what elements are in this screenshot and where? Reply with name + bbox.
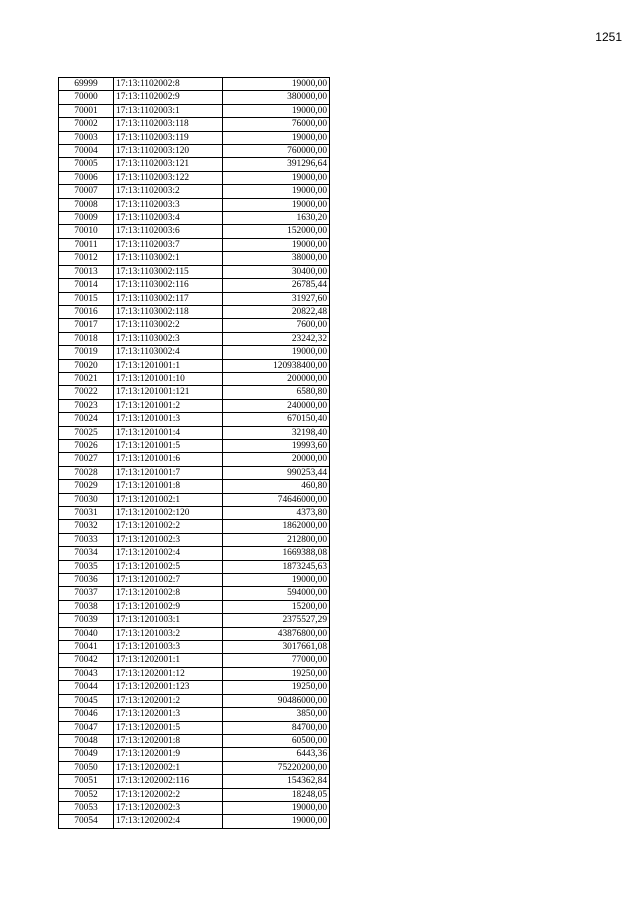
- cadastral-number-cell: 17:13:1102003:7: [114, 238, 223, 251]
- row-number-cell: 70023: [59, 399, 114, 412]
- table-row: [59, 426, 330, 439]
- cadastral-value-cell: 19000,00: [223, 801, 330, 814]
- table-row: [59, 708, 330, 721]
- cadastral-number-cell: 17:13:1202001:3: [114, 708, 223, 721]
- row-number-cell: 70013: [59, 265, 114, 278]
- row-number-cell: 70047: [59, 721, 114, 734]
- cadastral-value-cell: 3850,00: [223, 708, 330, 721]
- row-number-cell: 70008: [59, 198, 114, 211]
- cadastral-number-cell: 17:13:1202002:2: [114, 788, 223, 801]
- cadastral-number-cell: 17:13:1201002:7: [114, 574, 223, 587]
- row-number-cell: 70012: [59, 252, 114, 265]
- cadastral-number-cell: 17:13:1201001:6: [114, 453, 223, 466]
- cadastral-number-cell: 17:13:1102003:3: [114, 198, 223, 211]
- cadastral-number-cell: 17:13:1201003:2: [114, 627, 223, 640]
- cadastral-number-cell: 17:13:1201001:10: [114, 372, 223, 385]
- table-row: [59, 171, 330, 184]
- table-row: [59, 212, 330, 225]
- table-row: [59, 198, 330, 211]
- table-row: [59, 131, 330, 144]
- cadastral-value-cell: 20000,00: [223, 453, 330, 466]
- table-row: [59, 641, 330, 654]
- table-row: [59, 574, 330, 587]
- table-row: [59, 158, 330, 171]
- cadastral-number-cell: 17:13:1201002:9: [114, 600, 223, 613]
- row-number-cell: 70005: [59, 158, 114, 171]
- cadastral-number-cell: 17:13:1102003:119: [114, 131, 223, 144]
- cadastral-number-cell: 17:13:1103002:115: [114, 265, 223, 278]
- cadastral-value-cell: 1873245,63: [223, 560, 330, 573]
- table-row: [59, 533, 330, 546]
- row-number-cell: 70045: [59, 694, 114, 707]
- cadastral-number-cell: 17:13:1103002:117: [114, 292, 223, 305]
- table-row: [59, 748, 330, 761]
- cadastral-number-cell: 17:13:1202002:4: [114, 815, 223, 828]
- cadastral-value-cell: 84700,00: [223, 721, 330, 734]
- cadastral-value-cell: 19000,00: [223, 185, 330, 198]
- cadastral-number-cell: 17:13:1102003:1: [114, 104, 223, 117]
- cadastral-value-cell: 594000,00: [223, 587, 330, 600]
- table-row: [59, 775, 330, 788]
- row-number-cell: 69999: [59, 78, 114, 91]
- row-number-cell: 70030: [59, 493, 114, 506]
- cadastral-value-cell: 77000,00: [223, 654, 330, 667]
- table-row: [59, 386, 330, 399]
- cadastral-number-cell: 17:13:1201002:120: [114, 507, 223, 520]
- row-number-cell: 70027: [59, 453, 114, 466]
- cadastral-value-cell: 212800,00: [223, 533, 330, 546]
- cadastral-number-cell: 17:13:1201001:7: [114, 466, 223, 479]
- row-number-cell: 70054: [59, 815, 114, 828]
- row-number-cell: 70001: [59, 104, 114, 117]
- cadastral-value-cell: 760000,00: [223, 145, 330, 158]
- cadastral-value-cell: 1669388,08: [223, 547, 330, 560]
- table-row: [59, 319, 330, 332]
- cadastral-number-cell: 17:13:1102002:8: [114, 78, 223, 91]
- cadastral-number-cell: 17:13:1201002:8: [114, 587, 223, 600]
- cadastral-value-cell: 2375527,29: [223, 614, 330, 627]
- cadastral-value-cell: 240000,00: [223, 399, 330, 412]
- cadastral-number-cell: 17:13:1201001:2: [114, 399, 223, 412]
- cadastral-value-cell: 15200,00: [223, 600, 330, 613]
- table-row: [59, 520, 330, 533]
- cadastral-value-cell: 43876800,00: [223, 627, 330, 640]
- row-number-cell: 70034: [59, 547, 114, 560]
- row-number-cell: 70044: [59, 681, 114, 694]
- cadastral-value-cell: 18248,05: [223, 788, 330, 801]
- cadastral-number-cell: 17:13:1202001:9: [114, 748, 223, 761]
- cadastral-value-cell: 74646000,00: [223, 493, 330, 506]
- cadastral-value-cell: 6443,36: [223, 748, 330, 761]
- cadastral-value-cell: 200000,00: [223, 372, 330, 385]
- cadastral-value-cell: 460,80: [223, 480, 330, 493]
- row-number-cell: 70048: [59, 734, 114, 747]
- row-number-cell: 70037: [59, 587, 114, 600]
- cadastral-number-cell: 17:13:1201001:3: [114, 413, 223, 426]
- table-row: [59, 78, 330, 91]
- row-number-cell: 70029: [59, 480, 114, 493]
- cadastral-value-cell: 19000,00: [223, 346, 330, 359]
- cadastral-value-cell: 19000,00: [223, 78, 330, 91]
- table-row: [59, 346, 330, 359]
- row-number-cell: 70028: [59, 466, 114, 479]
- cadastral-number-cell: 17:13:1103002:116: [114, 279, 223, 292]
- cadastral-number-cell: 17:13:1202002:3: [114, 801, 223, 814]
- row-number-cell: 70036: [59, 574, 114, 587]
- cadastral-number-cell: 17:13:1201001:8: [114, 480, 223, 493]
- table-row: [59, 413, 330, 426]
- cadastral-value-cell: 154362,84: [223, 775, 330, 788]
- cadastral-number-cell: 17:13:1201002:3: [114, 533, 223, 546]
- cadastral-number-cell: 17:13:1103002:2: [114, 319, 223, 332]
- row-number-cell: 70038: [59, 600, 114, 613]
- row-number-cell: 70002: [59, 118, 114, 131]
- cadastral-value-cell: 31927,60: [223, 292, 330, 305]
- cadastral-number-cell: 17:13:1202001:8: [114, 734, 223, 747]
- table-row: [59, 681, 330, 694]
- table-row: [59, 372, 330, 385]
- table-row: [59, 507, 330, 520]
- row-number-cell: 70025: [59, 426, 114, 439]
- cadastral-value-cell: 30400,00: [223, 265, 330, 278]
- row-number-cell: 70026: [59, 439, 114, 452]
- row-number-cell: 70040: [59, 627, 114, 640]
- cadastral-value-cell: 19000,00: [223, 171, 330, 184]
- cadastral-value-cell: 380000,00: [223, 91, 330, 104]
- table-row: [59, 480, 330, 493]
- cadastral-value-cell: 1630,20: [223, 212, 330, 225]
- table-row: [59, 801, 330, 814]
- table-row: [59, 265, 330, 278]
- row-number-cell: 70042: [59, 654, 114, 667]
- cadastral-value-cell: 19000,00: [223, 574, 330, 587]
- cadastral-value-cell: 75220200,00: [223, 761, 330, 774]
- table-row: [59, 104, 330, 117]
- table-row: [59, 453, 330, 466]
- cadastral-value-cell: 19000,00: [223, 104, 330, 117]
- cadastral-number-cell: 17:13:1201002:5: [114, 560, 223, 573]
- cadastral-number-cell: 17:13:1201002:4: [114, 547, 223, 560]
- cadastral-value-cell: 38000,00: [223, 252, 330, 265]
- row-number-cell: 70051: [59, 775, 114, 788]
- table-row: [59, 279, 330, 292]
- table-row: [59, 600, 330, 613]
- table-row: [59, 252, 330, 265]
- row-number-cell: 70010: [59, 225, 114, 238]
- row-number-cell: 70003: [59, 131, 114, 144]
- table-row: [59, 761, 330, 774]
- row-number-cell: 70019: [59, 346, 114, 359]
- cadastral-value-table: [58, 77, 330, 829]
- table-row: [59, 734, 330, 747]
- row-number-cell: 70018: [59, 332, 114, 345]
- table-row: [59, 399, 330, 412]
- cadastral-value-cell: 120938400,00: [223, 359, 330, 372]
- cadastral-value-cell: 1862000,00: [223, 520, 330, 533]
- cadastral-number-cell: 17:13:1102002:9: [114, 91, 223, 104]
- cadastral-number-cell: 17:13:1201001:4: [114, 426, 223, 439]
- cadastral-number-cell: 17:13:1202002:1: [114, 761, 223, 774]
- row-number-cell: 70011: [59, 238, 114, 251]
- cadastral-number-cell: 17:13:1201003:1: [114, 614, 223, 627]
- cadastral-number-cell: 17:13:1102003:121: [114, 158, 223, 171]
- table-row: [59, 185, 330, 198]
- table-row: [59, 238, 330, 251]
- cadastral-number-cell: 17:13:1102003:2: [114, 185, 223, 198]
- cadastral-number-cell: 17:13:1201001:5: [114, 439, 223, 452]
- cadastral-value-cell: 391296,64: [223, 158, 330, 171]
- cadastral-number-cell: 17:13:1201001:121: [114, 386, 223, 399]
- table-row: [59, 694, 330, 707]
- cadastral-value-cell: 19250,00: [223, 667, 330, 680]
- cadastral-number-cell: 17:13:1201002:1: [114, 493, 223, 506]
- row-number-cell: 70004: [59, 145, 114, 158]
- cadastral-value-cell: 6580,80: [223, 386, 330, 399]
- table-row: [59, 627, 330, 640]
- row-number-cell: 70050: [59, 761, 114, 774]
- row-number-cell: 70032: [59, 520, 114, 533]
- cadastral-value-cell: 19000,00: [223, 198, 330, 211]
- table-row: [59, 815, 330, 828]
- cadastral-number-cell: 17:13:1102003:6: [114, 225, 223, 238]
- table-row: [59, 359, 330, 372]
- cadastral-value-cell: 26785,44: [223, 279, 330, 292]
- cadastral-value-cell: 152000,00: [223, 225, 330, 238]
- table-row: [59, 721, 330, 734]
- table-row: [59, 145, 330, 158]
- cadastral-value-cell: 90486000,00: [223, 694, 330, 707]
- cadastral-number-cell: 17:13:1201003:3: [114, 641, 223, 654]
- cadastral-number-cell: 17:13:1202001:123: [114, 681, 223, 694]
- cadastral-number-cell: 17:13:1201002:2: [114, 520, 223, 533]
- row-number-cell: 70035: [59, 560, 114, 573]
- cadastral-value-cell: 7600,00: [223, 319, 330, 332]
- row-number-cell: 70031: [59, 507, 114, 520]
- row-number-cell: 70021: [59, 372, 114, 385]
- cadastral-number-cell: 17:13:1202001:5: [114, 721, 223, 734]
- cadastral-number-cell: 17:13:1103002:1: [114, 252, 223, 265]
- table-row: [59, 667, 330, 680]
- cadastral-value-cell: 60500,00: [223, 734, 330, 747]
- table-row: [59, 587, 330, 600]
- cadastral-number-cell: 17:13:1103002:118: [114, 305, 223, 318]
- table-row: [59, 225, 330, 238]
- row-number-cell: 70007: [59, 185, 114, 198]
- cadastral-value-cell: 3017661,08: [223, 641, 330, 654]
- row-number-cell: 70049: [59, 748, 114, 761]
- row-number-cell: 70020: [59, 359, 114, 372]
- table-row: [59, 305, 330, 318]
- cadastral-value-cell: 76000,00: [223, 118, 330, 131]
- row-number-cell: 70000: [59, 91, 114, 104]
- cadastral-value-cell: 32198,40: [223, 426, 330, 439]
- cadastral-number-cell: 17:13:1102003:120: [114, 145, 223, 158]
- cadastral-value-cell: 990253,44: [223, 466, 330, 479]
- table-row: [59, 91, 330, 104]
- cadastral-value-cell: 19000,00: [223, 238, 330, 251]
- table-body: [59, 78, 330, 829]
- table-row: [59, 654, 330, 667]
- row-number-cell: 70016: [59, 305, 114, 318]
- row-number-cell: 70024: [59, 413, 114, 426]
- row-number-cell: 70033: [59, 533, 114, 546]
- cadastral-value-cell: 19000,00: [223, 815, 330, 828]
- row-number-cell: 70022: [59, 386, 114, 399]
- row-number-cell: 70014: [59, 279, 114, 292]
- cadastral-value-cell: 4373,80: [223, 507, 330, 520]
- row-number-cell: 70052: [59, 788, 114, 801]
- row-number-cell: 70043: [59, 667, 114, 680]
- cadastral-value-cell: 19000,00: [223, 131, 330, 144]
- cadastral-number-cell: 17:13:1202001:12: [114, 667, 223, 680]
- table-row: [59, 332, 330, 345]
- cadastral-number-cell: 17:13:1202001:1: [114, 654, 223, 667]
- cadastral-value-cell: 670150,40: [223, 413, 330, 426]
- page-number: 1251: [595, 30, 622, 44]
- cadastral-value-cell: 23242,32: [223, 332, 330, 345]
- row-number-cell: 70041: [59, 641, 114, 654]
- table-row: [59, 788, 330, 801]
- table-row: [59, 292, 330, 305]
- row-number-cell: 70006: [59, 171, 114, 184]
- table-row: [59, 560, 330, 573]
- row-number-cell: 70046: [59, 708, 114, 721]
- cadastral-number-cell: 17:13:1102003:4: [114, 212, 223, 225]
- table-row: [59, 547, 330, 560]
- row-number-cell: 70039: [59, 614, 114, 627]
- table-row: [59, 614, 330, 627]
- table-row: [59, 118, 330, 131]
- cadastral-number-cell: 17:13:1102003:122: [114, 171, 223, 184]
- cadastral-number-cell: 17:13:1202001:2: [114, 694, 223, 707]
- cadastral-number-cell: 17:13:1103002:3: [114, 332, 223, 345]
- table-row: [59, 493, 330, 506]
- row-number-cell: 70053: [59, 801, 114, 814]
- row-number-cell: 70017: [59, 319, 114, 332]
- row-number-cell: 70015: [59, 292, 114, 305]
- cadastral-value-cell: 20822,48: [223, 305, 330, 318]
- cadastral-number-cell: 17:13:1201001:1: [114, 359, 223, 372]
- cadastral-value-cell: 19250,00: [223, 681, 330, 694]
- cadastral-value-cell: 19993,60: [223, 439, 330, 452]
- cadastral-number-cell: 17:13:1102003:118: [114, 118, 223, 131]
- cadastral-number-cell: 17:13:1103002:4: [114, 346, 223, 359]
- table-row: [59, 439, 330, 452]
- cadastral-number-cell: 17:13:1202002:116: [114, 775, 223, 788]
- row-number-cell: 70009: [59, 212, 114, 225]
- table-row: [59, 466, 330, 479]
